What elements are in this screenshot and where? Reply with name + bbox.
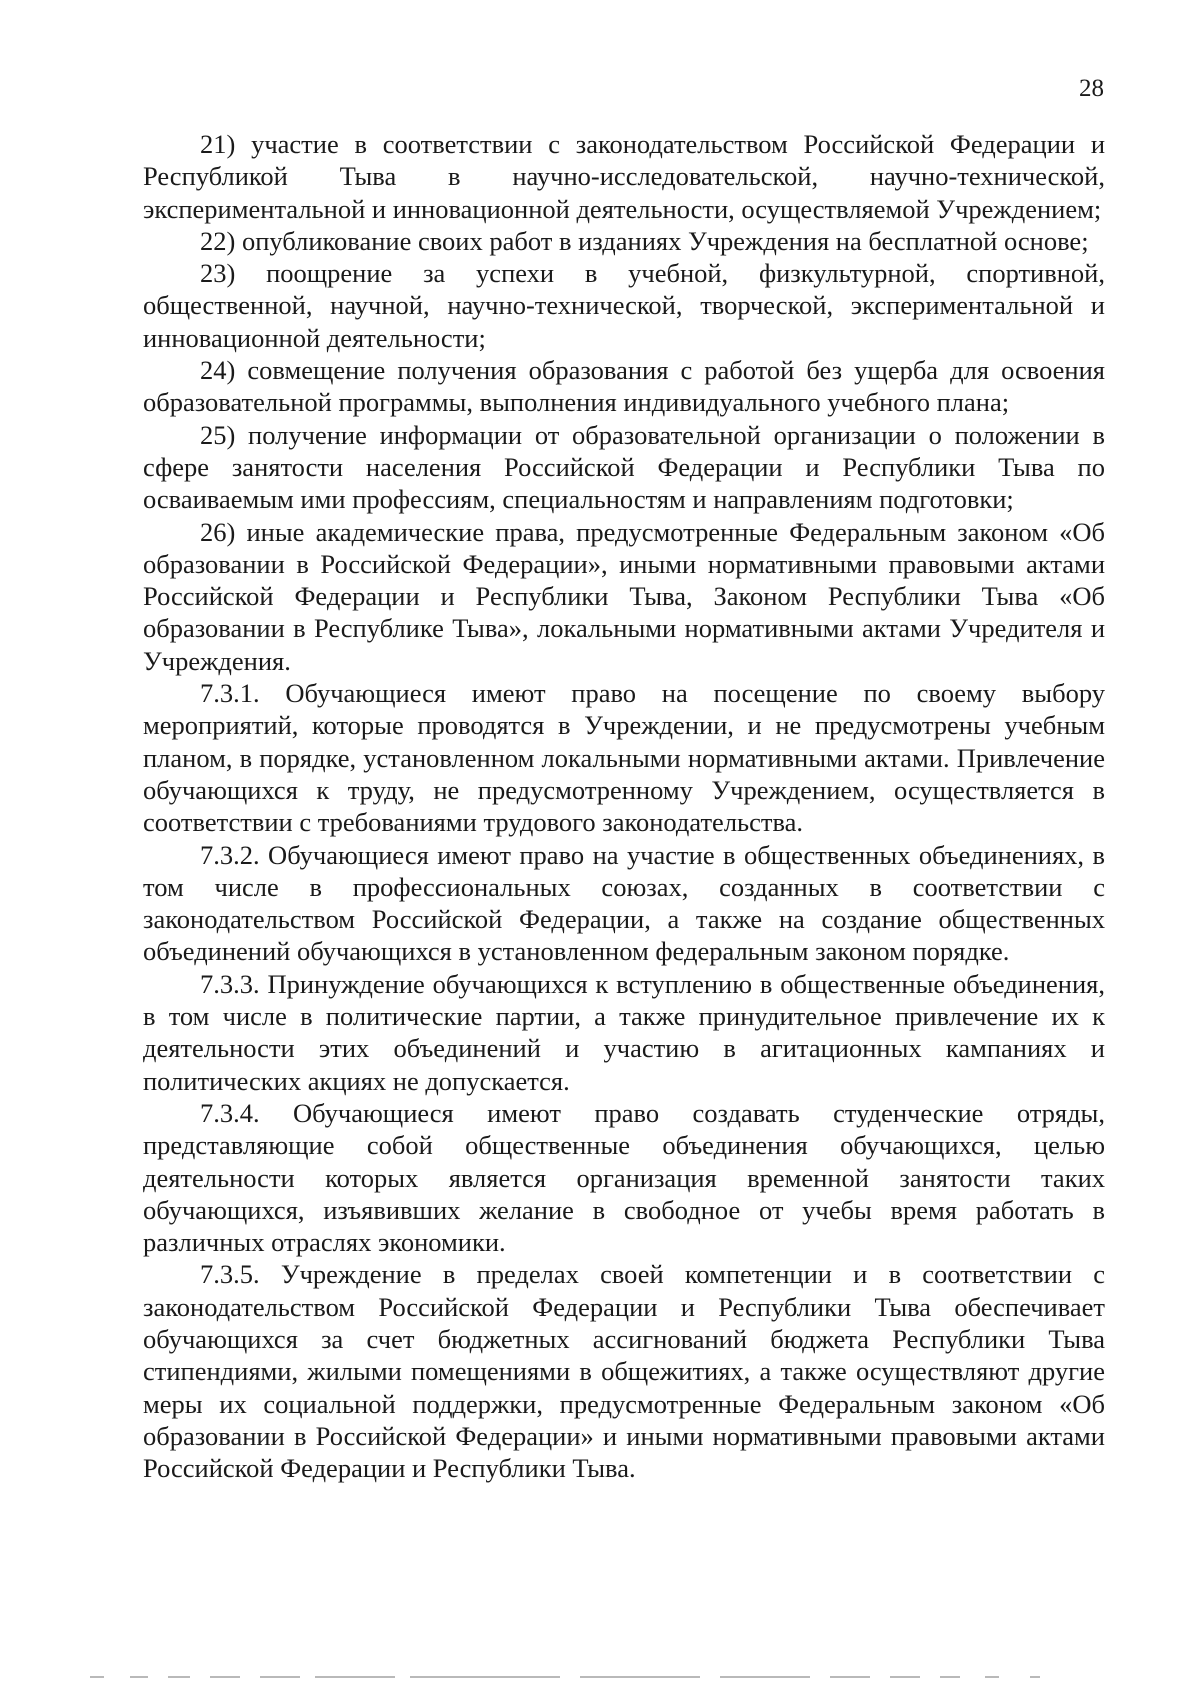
paragraph-item-25: 25) получение информации от образовательной организации о положении в сфере занятости населения Российской Федерации и Республики Тыва по осваиваемым ими профессиям, специальностям и направлениям подготовки; xyxy=(143,419,1105,515)
scan-mark xyxy=(315,1676,395,1678)
scan-mark xyxy=(410,1676,560,1678)
paragraph-item-22: 22) опубликование своих работ в изданиях Учреждения на бесплатной основе; xyxy=(200,225,1089,256)
scan-edge-noise xyxy=(90,1676,1100,1682)
scan-mark xyxy=(580,1676,700,1678)
scan-mark xyxy=(168,1676,190,1678)
scan-mark xyxy=(830,1676,870,1678)
scan-mark xyxy=(890,1676,920,1678)
scan-mark xyxy=(940,1676,960,1678)
scan-mark xyxy=(210,1676,240,1678)
page-number: 28 xyxy=(1079,75,1104,102)
scan-mark xyxy=(260,1676,300,1678)
scan-mark xyxy=(90,1676,104,1678)
scan-mark xyxy=(985,1676,999,1678)
paragraph-item-26: 26) иные академические права, предусмотренные Федеральным законом «Об образовании в Российской Федерации», иными нормативными правовыми актами Российской Федерации и Республики Тыва, Законом Республики Тыва «Об образовании в Республике Тыва», локальными нормативными актами Учредителя и Учреждения. xyxy=(143,516,1105,676)
paragraph-7-3-5: 7.3.5. Учреждение в пределах своей компетенции и в соответствии с законодательством Российской Федерации и Республики Тыва обеспечивает обучающихся за счет бюджетных ассигнований бюджета Республики Тыва стипендиями, жилыми помещениями в общежитиях, а также осуществляют другие меры их социальной поддержки, предусмотренные Федеральным законом «Об образовании в Российской Федерации» и иными нормативными правовыми актами Российской Федерации и Республики Тыва. xyxy=(143,1259,1105,1484)
paragraph-item-24: 24) совмещение получения образования с работой без ущерба для освоения образовательной программы, выполнения индивидуального учебного плана; xyxy=(143,355,1105,418)
paragraph-item-21: 21) участие в соответствии с законодательством Российской Федерации и Республикой Тыва в научно-исследовательской, научно-технической, экспериментальной и инновационной деятельности, осуществляемой Учреждением; xyxy=(143,129,1105,224)
paragraph-7-3-2: 7.3.2. Обучающиеся имеют право на участие в общественных объединениях, в том числе в профессиональных союзах, созданных в соответствии с законодательством Российской Федерации, а также на создание общественных объединений обучающихся в установленном федеральным законом порядке. xyxy=(143,839,1105,967)
paragraph-7-3-4: 7.3.4. Обучающиеся имеют право создавать студенческие отряды, представляющие собой общественные объединения обучающихся, целью деятельности которых является организация временной занятости таких обучающихся, изъявивших желание в свободное от учебы время работать в различных отраслях экономики. xyxy=(143,1097,1105,1258)
scan-mark xyxy=(720,1676,810,1678)
scan-mark xyxy=(1030,1676,1040,1678)
paragraph-item-23: 23) поощрение за успехи в учебной, физкультурной, спортивной, общественной, научной, научно-технической, творческой, экспериментальной и инновационной деятельности; xyxy=(143,258,1105,353)
document-body xyxy=(143,128,1105,1484)
scan-mark xyxy=(130,1676,148,1678)
paragraph-7-3-1: 7.3.1. Обучающиеся имеют право на посещение по своему выбору мероприятий, которые проводятся в Учреждении, и не предусмотрены учебным планом, в порядке, установленном локальными нормативными актами. Привлечение обучающихся к труду, не предусмотренному Учреждением, осуществляется в соответствии с требованиями трудового законодательства. xyxy=(143,678,1105,838)
paragraph-7-3-3: 7.3.3. Принуждение обучающихся к вступлению в общественные объединения, в том числе в политические партии, а также принудительное привлечение их к деятельности этих объединений и участию в агитационных кампаниях и политических акциях не допускается. xyxy=(143,968,1105,1096)
